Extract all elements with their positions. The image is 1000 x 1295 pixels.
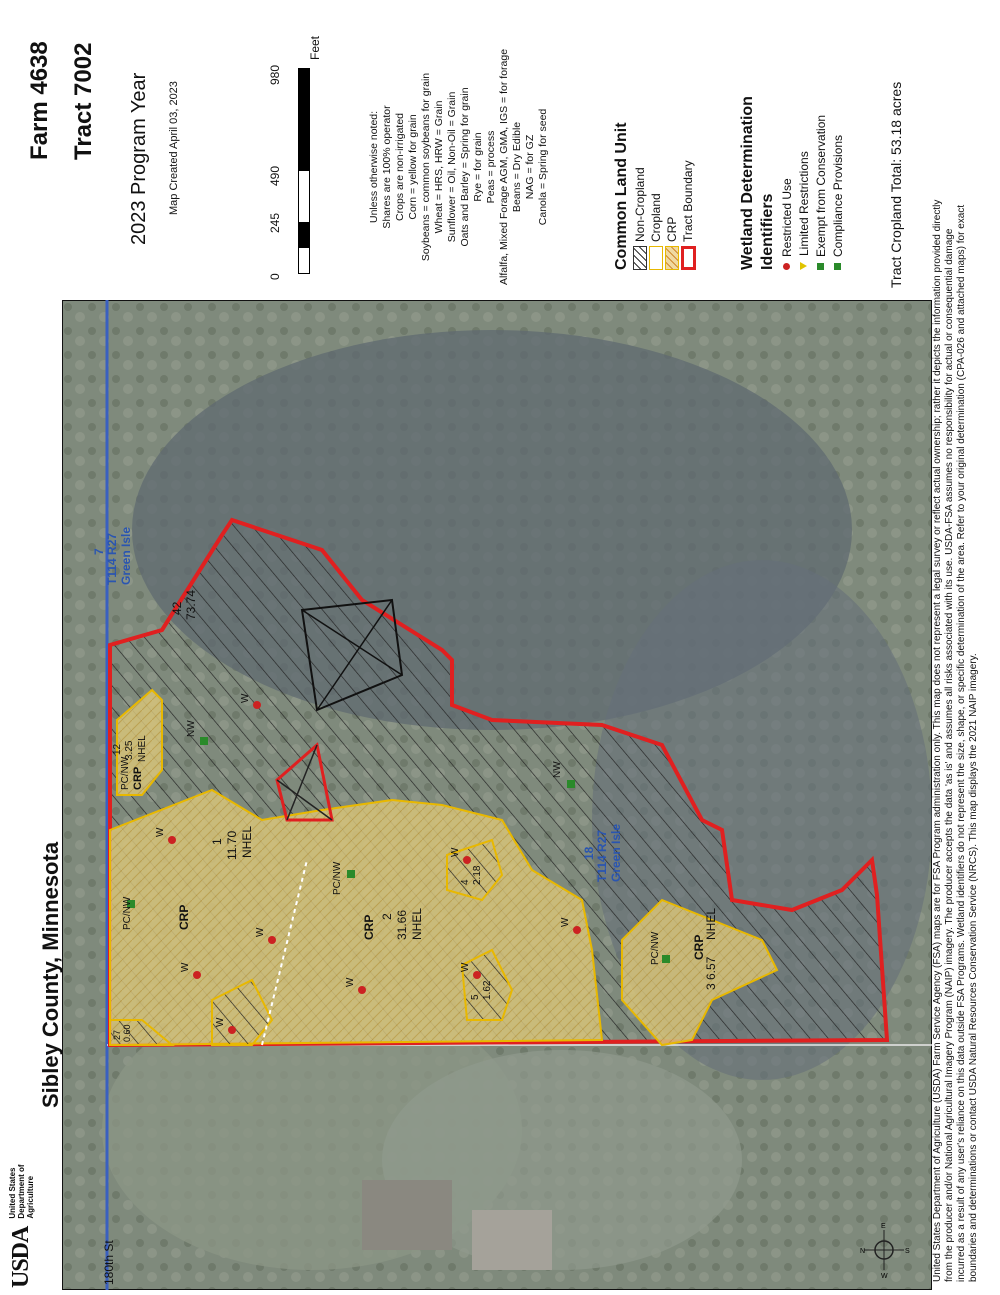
note-line: Corn = yellow for grain [407,114,419,220]
crp-swatch-icon [665,246,679,270]
program-year: 2023 Program Year [128,72,150,245]
clu-item-label: Tract Boundary [681,160,695,242]
note-line: Rye = for grain [472,132,484,202]
cropland-swatch-icon [649,246,663,270]
section-top-num: 7 [92,548,106,555]
field-12-crp: CRP [132,766,144,790]
wetland-label-w: W [255,927,266,937]
wetland-label-w: W [560,917,571,927]
field-12-acres: 3.25 [124,740,135,760]
wetland-label-pcnw: PC/NW [122,896,133,930]
restricted-use-marker[interactable] [463,856,471,864]
county-title: Sibley County, Minnesota [38,841,63,1108]
restricted-use-marker[interactable] [253,701,261,709]
note-line: Sunflower = Oil, Non-Oil = Grain [446,91,458,243]
disclaimer [932,200,980,1282]
note-line: Alfalfa, Mixed Forage AGM, GMA, IGS = for forage [498,48,510,285]
scale-tick-245: 245 [268,212,282,233]
field-2-crp: CRP [362,914,376,940]
disclaimer-line: boundaries and determinations or contact USDA Natural Resources Conservation Service (NRCS). This map displays the 2021 NAIP imagery. [968,653,979,1282]
agency-line-3: Agriculture [26,1175,35,1219]
wetland-label-nw: NW [552,761,563,778]
wetland-label-w: W [155,827,166,837]
note-line: Unless otherwise noted: [368,110,380,223]
farmstead-2 [472,1210,552,1270]
section-mid-num: 18 [582,846,596,860]
note-line: Wheat = HRS, HRW = Grain [433,100,445,234]
non-cropland-swatch-icon [633,246,647,270]
section-top-name: Green Isle [119,526,133,585]
note-line: Soybeans = common soybeans for grain [420,72,432,262]
map-created-date: Map Created April 03, 2023 [168,81,180,215]
field-12-nhel: NHEL [137,735,148,762]
agency-line-1: United States [8,1167,17,1219]
tract-title: Tract 7002 [70,42,97,160]
scale-tick-0: 0 [268,273,282,280]
field-42-num: 42 [170,601,184,615]
note-line: Peas = process [485,130,497,204]
field-3-crp: CRP [692,934,706,960]
usda-logo-text: USDA [8,1226,34,1288]
note-line: Shares are 100% operator [381,105,393,229]
tract-boundary-swatch-icon [681,246,696,270]
field-4-num: 4 [460,879,471,885]
restricted-use-dot-icon [783,263,790,270]
field-5-acres: 1.62 [482,980,493,1000]
field-27-acres: 0.60 [122,1024,132,1042]
wetland-label-nw: NW [186,720,197,737]
scale-unit: Feet [308,35,322,60]
wetland-label-pcnw: PC/NW [332,861,343,895]
disclaimer-line: United States Department of Agriculture (USDA) Farm Service Agency (FSA) maps are for FSA Program administration only. This map does not represent a legal survey or reflect actual ownership; rather it depicts the information provided directly [932,199,943,1282]
clu-item-label: Cropland [649,193,663,242]
compliance-marker[interactable] [347,870,355,878]
field-12-num: 12 [112,743,123,755]
restricted-use-marker[interactable] [473,971,481,979]
farmstead [362,1180,452,1250]
clu-item-label: CRP [665,216,679,242]
restricted-use-marker[interactable] [193,971,201,979]
field-12-pc: PC/NW [120,756,131,790]
note-line: Crops are non-irrigated [394,112,406,221]
wetland-legend [738,96,846,270]
section-mid-twp: T114 R27 [595,829,609,882]
note-line: Canola = Spring for seed [537,108,549,226]
usda-logo [8,1164,35,1288]
disclaimer-line: from the producer and/or National Agricultural Imagery Program (NAIP) imagery. The producer accepts the data 'as is' and assumes all risks associated with its use. USDA-FSA assumes no responsibility for actual or consequential damage [944,228,955,1282]
scale-tick-980: 980 [268,64,282,85]
clu-legend-title: Common Land Unit [613,122,630,270]
restricted-use-marker[interactable] [573,926,581,934]
wetland-item-label: Restricted Use [779,178,794,257]
tract-cropland-total: Tract Cropland Total: 53.18 acres [888,81,904,288]
agency-line-2: Department of [17,1164,26,1219]
field-4-acres: 2.18 [472,865,483,885]
road-label: 180th St [102,1240,116,1285]
field-2-num: 2 [380,913,394,920]
field-3-nhel: NHEL [704,907,718,940]
wetland-label-w: W [460,962,471,972]
field-2-acres: 31.66 [395,909,409,940]
field-5-num: 5 [470,994,481,1000]
compliance-marker[interactable] [567,780,575,788]
section-top-twp: T114 R27 [105,532,119,585]
compliance-marker[interactable] [662,955,670,963]
disclaimer-line: incurred as a result of any user's reliance on this data outside FSA Programs. Wetland identifiers do not represent the size, shape, or specific determination of the area. Refer to your original determination (CPA-026 and attached maps) for exact [956,204,967,1282]
wetland-label-w: W [450,847,461,857]
compass-e: E [881,1223,886,1230]
note-line: Oats and Barley = Spring for grain [459,87,471,247]
field-3-pc: PC/NW [650,931,661,965]
restricted-use-marker[interactable] [228,1026,236,1034]
clu-legend [612,122,696,270]
field-1-nhel: NHEL [240,825,254,858]
field-1-crp: CRP [177,904,191,930]
wetland-item-label: Limited Restrictions [796,151,811,256]
wetland-item-label: Exempt from Conservation [813,114,828,257]
section-mid-name: Green Isle [609,823,623,882]
field-2-nhel: NHEL [410,907,424,940]
compass-w: W [881,1273,888,1280]
farm-title: Farm 4638 [26,41,53,160]
wetland-legend-title-2: Identifiers [759,193,776,270]
field-42-acres: 73.74 [184,589,198,620]
compass-s: S [905,1248,910,1255]
wetland-legend-title: Wetland Determination [739,96,756,270]
wetland-label-w: W [345,977,356,987]
note-line: Beans = Dry Edible [511,121,523,213]
field-27-num: 27 [112,1029,122,1040]
aerial-map[interactable] [62,300,932,1290]
crop-notes [368,49,550,285]
field-3-num: 3 [704,983,718,990]
field-1-acres: 11.70 [225,830,239,860]
map-canvas [62,300,932,1290]
note-line: NAG = for GZ [524,134,536,200]
compliance-square-icon [834,263,841,270]
wetland-label-w: W [215,1017,226,1027]
compass-n: N [860,1248,866,1255]
field-1-num: 1 [210,838,224,845]
compliance-marker[interactable] [200,737,208,745]
limited-restrictions-triangle-icon [800,262,807,270]
wetland-label-w: W [180,962,191,972]
clu-item-label: Non-Cropland [633,167,647,242]
field-3-acres: 6.57 [704,956,718,980]
restricted-use-marker[interactable] [358,986,366,994]
wetland-label-w: W [240,693,251,703]
restricted-use-marker[interactable] [268,936,276,944]
restricted-use-marker[interactable] [168,836,176,844]
exempt-square-icon [817,263,824,270]
wetland-item-label: Compliance Provisions [830,134,845,257]
scale-tick-490: 490 [268,165,282,186]
